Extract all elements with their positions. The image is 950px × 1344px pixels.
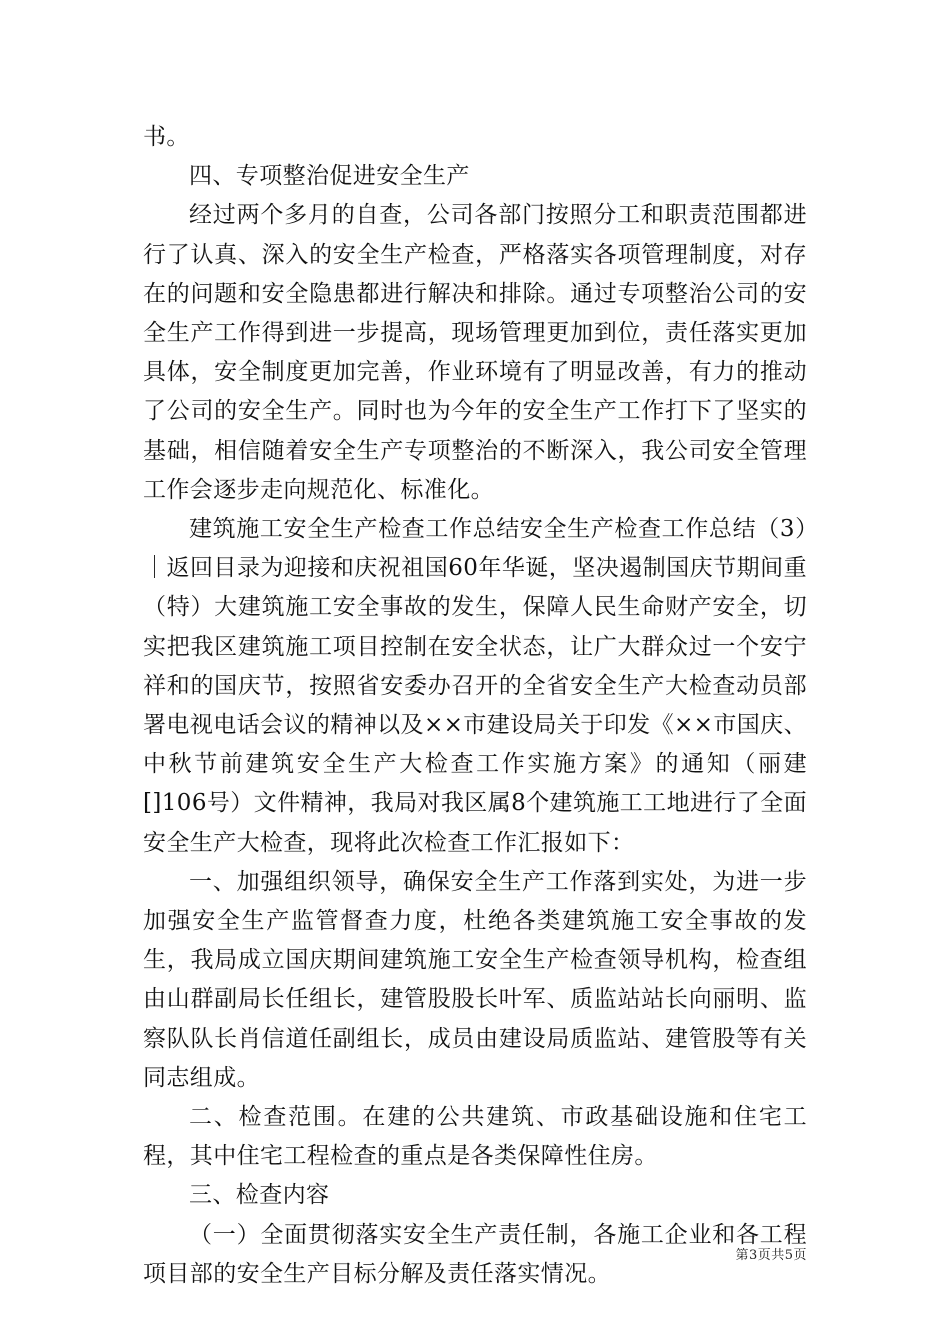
paragraph-inspection-scope: 二、检查范围。在建的公共建筑、市政基础设施和住宅工程，其中住宅工程检查的重点是各类保障性住房。 (143, 1104, 807, 1170)
section-heading-inspection-content: 三、检查内容 (189, 1182, 330, 1209)
document-body (143, 118, 807, 1294)
paragraph-self-inspection: 经过两个多月的自查，公司各部门按照分工和职责范围都进行了认真、深入的安全生产检查，严格落实各项管理制度，对存在的问题和安全隐患都进行解决和排除。通过专项整治公司的安全生产工作得到进一步提高，现场管理更加到位，责任落实更加具体，安全制度更加完善，作业环境有了明显改善，有力的推动了公司的安全生产。同时也为今年的安全生产工作打下了坚实的基础，相信随着安全生产专项整治的不断深入，我公司安全管理工作会逐步走向规范化、标准化。 (143, 202, 807, 503)
page-number-footer: 第3页共5页 (735, 1248, 807, 1263)
paragraph-organization: 一、加强组织领导，确保安全生产工作落到实处，为进一步加强安全生产监管督查力度，杜绝各类建筑施工安全事故的发生，我局成立国庆期间建筑施工安全生产检查领导机构，检查组由山群副局长任组长，建管股股长叶军、质监站站长向丽明、监察队队长肖信道任副组长，成员由建设局质监站、建管股等有关同志组成。 (143, 868, 807, 1091)
paragraph-responsibility: （一）全面贯彻落实安全生产责任制，各施工企业和各工程项目部的安全生产目标分解及责任落实情况。 (143, 1221, 807, 1287)
paragraph-continuation: 书。 (143, 124, 190, 150)
section-heading-four: 四、专项整治促进安全生产 (189, 163, 470, 190)
paragraph-summary-intro: 建筑施工安全生产检查工作总结安全生产检查工作总结（3）｜返回目录为迎接和庆祝祖国60年华诞，坚决遏制国庆节期间重（特）大建筑施工安全事故的发生，保障人民生命财产安全，切实把我区建筑施工项目控制在安全状态，让广大群众过一个安宁祥和的国庆节，按照省安委办召开的全省安全生产大检查动员部署电视电话会议的精神以及××市建设局关于印发《××市国庆、中秋节前建筑安全生产大检查工作实施方案》的通知（丽建[]106号）文件精神，我局对我区属8个建筑施工工地进行了全面安全生产大检查，现将此次检查工作汇报如下： (143, 516, 807, 856)
